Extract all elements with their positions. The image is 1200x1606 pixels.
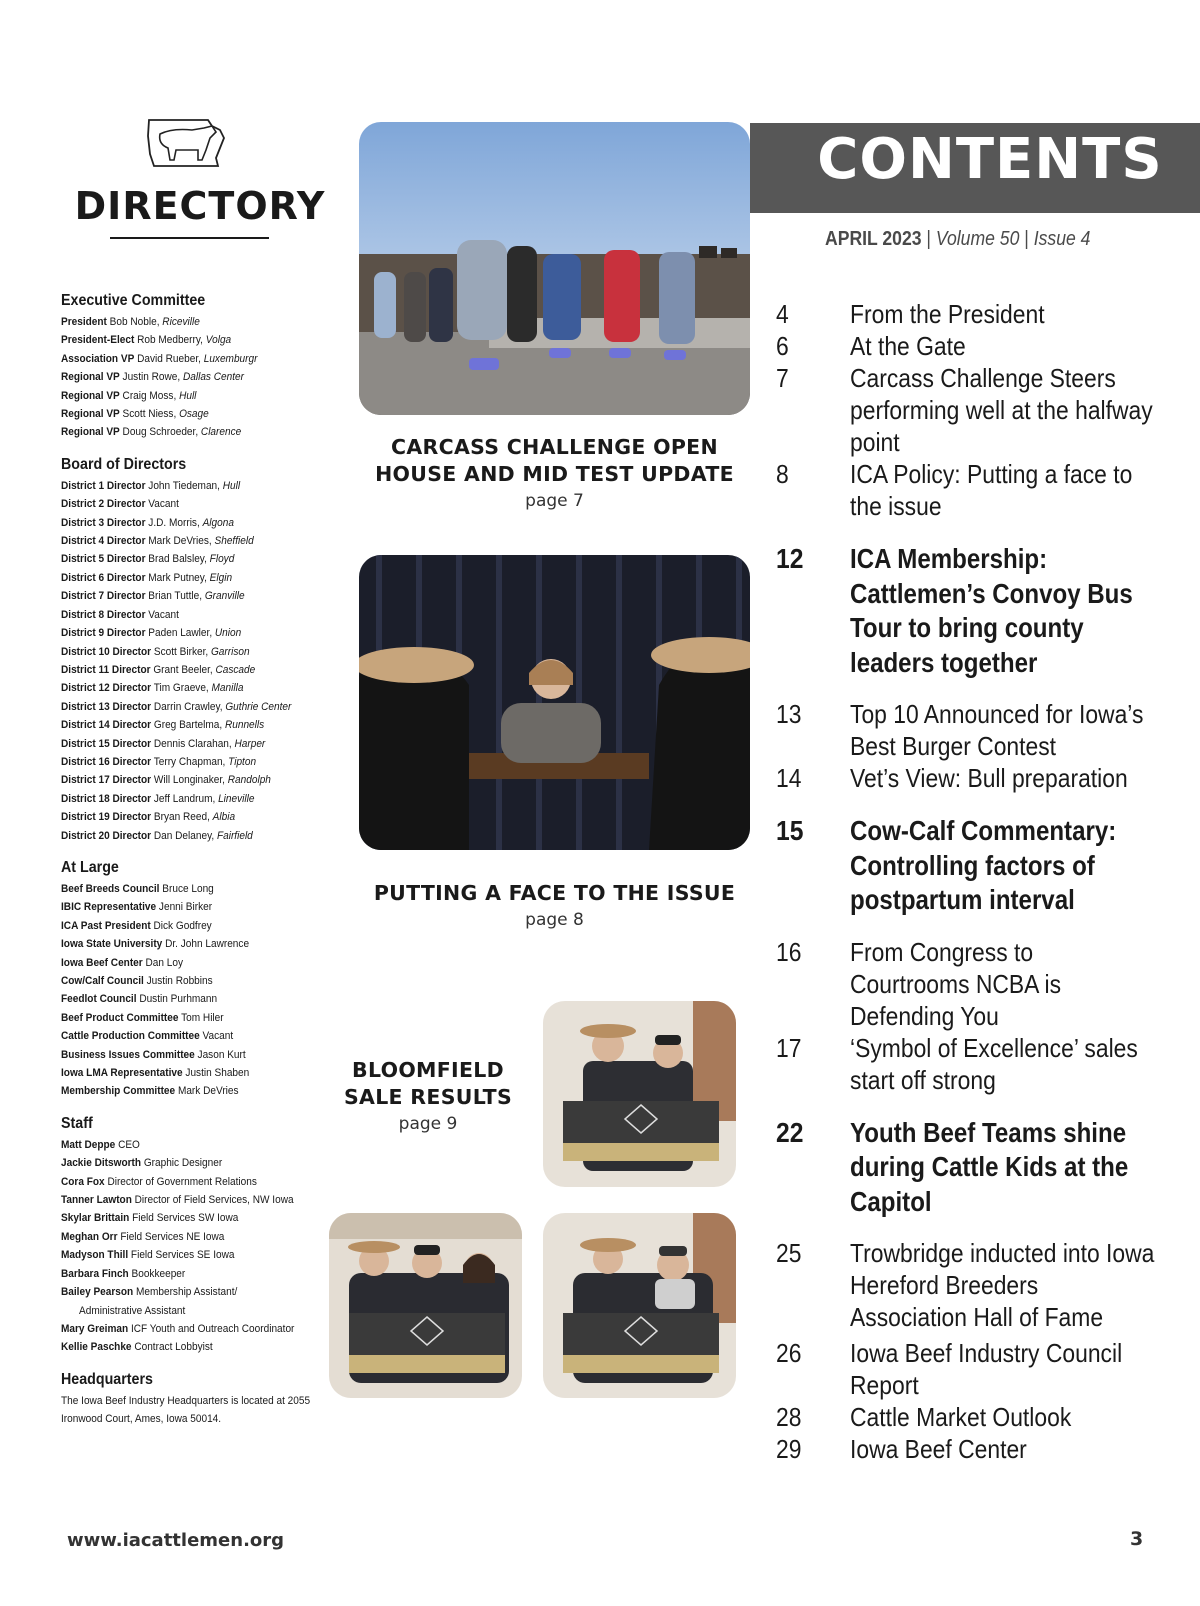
bloomfield-winners-photo-3: [543, 1213, 736, 1398]
entry-role: District 11 Director: [61, 663, 151, 676]
item-title: At the Gate: [850, 331, 966, 361]
directory-entry: [61, 532, 322, 550]
issue-separator: |: [921, 228, 936, 250]
item-title: Cattle Market Outlook: [850, 1402, 1072, 1432]
directory-entry: [61, 1136, 322, 1154]
entry-role: Barbara Finch: [61, 1267, 129, 1280]
issue-month: APRIL 2023: [825, 228, 922, 250]
entry-role: Mary Greiman: [61, 1322, 129, 1335]
entry-role: Jackie Ditsworth: [61, 1157, 142, 1170]
entry-role: President: [61, 316, 107, 328]
item-page-number: 7: [776, 363, 789, 393]
entry-name: Justin Rowe,: [122, 371, 181, 384]
entry-name: Vacant: [202, 1030, 234, 1043]
item-page-number: 14: [776, 763, 802, 793]
directory-entry: [61, 624, 322, 642]
entry-role: Regional VP: [61, 371, 120, 384]
item-page-number: 28: [776, 1402, 802, 1432]
item-page-number: 29: [776, 1434, 802, 1464]
directory-entry: [61, 550, 322, 568]
directory-entry: [61, 716, 322, 734]
entry-role: Regional VP: [61, 389, 120, 402]
entry-town: Lineville: [218, 792, 255, 805]
contents-item[interactable]: [776, 1116, 1196, 1220]
entry-role: Regional VP: [61, 408, 120, 421]
entry-role: Feedlot Council: [61, 993, 137, 1006]
directory-divider: [110, 237, 269, 239]
directory-entry: [61, 954, 322, 972]
directory-entry: [61, 368, 322, 386]
entry-role: Regional VP: [61, 426, 120, 439]
entry-name: Field Services SE Iowa: [130, 1249, 235, 1262]
entry-role: Tanner Lawton: [61, 1194, 132, 1207]
entry-role: District 2 Director: [61, 498, 146, 511]
entry-name: Doug Schroeder,: [122, 426, 199, 439]
item-page-number: 15: [776, 815, 804, 846]
item-title: From the President: [850, 299, 1045, 329]
entry-name: Tim Graeve,: [153, 682, 209, 695]
entry-role: Meghan Orr: [61, 1230, 118, 1243]
section-heading: Staff: [61, 1114, 93, 1132]
entry-role: Matt Deppe: [61, 1138, 116, 1151]
directory-entry: [61, 935, 322, 953]
directory-entry: [61, 1246, 322, 1264]
entry-town: Manilla: [211, 682, 244, 695]
issue-separator: |: [1019, 228, 1034, 250]
entry-role: Kellie Paschke: [61, 1341, 132, 1354]
entry-name: Greg Bartelma,: [153, 719, 223, 732]
directory-entry: [61, 587, 322, 605]
entry-name: Bryan Reed,: [153, 811, 210, 824]
entry-name: Vacant: [148, 608, 179, 621]
entry-name: Mark DeVries: [177, 1085, 239, 1098]
directory-section: [61, 1115, 351, 1357]
entry-role: IBIC Representative: [61, 901, 157, 914]
directory-entry: [61, 514, 322, 532]
directory-entry: [61, 1338, 322, 1356]
entry-name: Graphic Designer: [143, 1157, 223, 1170]
entry-name: Rob Medberry,: [137, 334, 203, 347]
contents-item[interactable]: [776, 1032, 1196, 1096]
entry-town: Clarence: [200, 426, 242, 439]
item-title: From Congress to Courtrooms NCBA is Defending You: [850, 936, 1062, 1031]
entry-name: Dick Godfrey: [153, 919, 212, 932]
feature-title: CARCASS CHALLENGE OPEN HOUSE AND MID TEST UPDATE: [375, 435, 734, 486]
entry-name: Craig Moss,: [122, 389, 177, 402]
entry-town: Hull: [179, 389, 197, 402]
entry-role: District 19 Director: [61, 811, 152, 824]
feedlot-photo: [359, 122, 750, 415]
entry-name: David Rueber,: [137, 352, 201, 365]
directory-entry: [61, 477, 322, 495]
directory-entry: [61, 1209, 322, 1227]
item-title: ‘Symbol of Excellence’ sales start off strong: [850, 1032, 1138, 1095]
contents-list: [776, 298, 1196, 1465]
contents-item[interactable]: [776, 1401, 1196, 1433]
directory-entry: [61, 569, 322, 587]
entry-role: District 5 Director: [61, 553, 146, 566]
entry-town: Albia: [212, 811, 236, 824]
item-title: Carcass Challenge Steers performing well at the halfway point: [850, 363, 1153, 457]
directory-entry: [61, 735, 322, 753]
entry-town: Runnells: [224, 719, 265, 732]
issue-number: Issue 4: [1033, 228, 1091, 250]
entry-role: District 10 Director: [61, 645, 152, 658]
entry-name: Scott Niess,: [122, 408, 177, 421]
feature-page: page 9: [398, 1114, 458, 1134]
directory-section: [61, 456, 351, 845]
directory-entry: [61, 1302, 322, 1320]
item-title: Cow-Calf Commentary: Controlling factors of postpartum interval: [850, 815, 1117, 915]
directory-entry: [61, 1173, 322, 1191]
directory-entry: [61, 606, 322, 624]
directory-entry: [61, 753, 322, 771]
directory-entry: [61, 643, 322, 661]
entry-name: Field Services NE Iowa: [120, 1230, 225, 1243]
entry-name: Dr. John Lawrence: [165, 938, 250, 951]
entry-name: Justin Shaben: [185, 1067, 250, 1080]
item-page-number: 26: [776, 1338, 802, 1368]
entry-name: Administrative Assistant: [79, 1304, 186, 1317]
entry-name: J.D. Morris,: [148, 516, 200, 529]
entry-role: District 8 Director: [61, 608, 146, 621]
contents-item[interactable]: [776, 814, 1196, 918]
directory-entry: [61, 1064, 322, 1082]
entry-name: Membership Assistant/: [136, 1286, 238, 1299]
headquarters-address: The Iowa Beef Industry Headquarters is located at 2055 Ironwood Court, Ames, Iowa 50014.: [61, 1394, 311, 1425]
contents-item[interactable]: [776, 1337, 1196, 1401]
directory-list: [61, 292, 351, 1442]
entry-name: Grant Beeler,: [153, 663, 213, 676]
entry-town: Sheffield: [214, 535, 254, 548]
directory-entry: [61, 880, 322, 898]
directory-entry: [61, 898, 322, 916]
entry-role: Membership Committee: [61, 1085, 176, 1098]
item-title: ICA Membership: Cattlemen’s Convoy Bus Tour to bring county leaders together: [850, 543, 1133, 678]
directory-entry: [61, 917, 322, 935]
entry-name: Director of Government Relations: [107, 1175, 257, 1188]
entry-role: District 9 Director: [61, 627, 146, 640]
entry-role: District 14 Director: [61, 719, 152, 732]
entry-name: ICF Youth and Outreach Coordinator: [130, 1322, 295, 1335]
directory-entry: [61, 972, 322, 990]
entry-role: District 7 Director: [61, 590, 146, 603]
entry-name: Dennis Clarahan,: [153, 737, 232, 750]
item-page-number: 8: [776, 459, 789, 489]
contents-item[interactable]: [776, 330, 1196, 362]
entry-town: Randolph: [227, 774, 271, 787]
entry-role: President-Elect: [61, 334, 135, 347]
entry-role: Cattle Production Committee: [61, 1030, 200, 1043]
contents-item[interactable]: [776, 936, 1196, 1032]
entry-name: Terry Chapman,: [153, 755, 226, 768]
entry-name: Director of Field Services, NW Iowa: [134, 1194, 294, 1207]
contents-item[interactable]: [776, 298, 1196, 330]
entry-role: District 18 Director: [61, 792, 152, 805]
contents-title: CONTENTS: [817, 127, 1163, 192]
headquarters-section: [61, 1371, 351, 1428]
contents-item[interactable]: [776, 362, 1196, 458]
entry-name: Dan Delaney,: [153, 829, 215, 842]
directory-entry: [61, 679, 322, 697]
iowa-cow-logo: [146, 114, 228, 170]
contents-item[interactable]: [776, 542, 1196, 680]
entry-role: District 17 Director: [61, 774, 152, 787]
entry-name: Bob Noble,: [109, 316, 160, 328]
entry-role: Association VP: [61, 352, 135, 365]
directory-entry: [61, 423, 322, 441]
entry-name: Dan Loy: [145, 956, 184, 969]
item-page-number: 17: [776, 1032, 802, 1063]
directory-section: [61, 292, 351, 442]
entry-town: Cascade: [215, 663, 256, 676]
entry-role: Business Issues Committee: [61, 1048, 195, 1061]
entry-role: Cora Fox: [61, 1175, 105, 1188]
directory-entry: [61, 387, 322, 405]
contents-item[interactable]: [776, 698, 1196, 762]
contents-item[interactable]: [776, 1237, 1196, 1333]
entry-role: District 6 Director: [61, 571, 146, 584]
section-heading: Headquarters: [61, 1370, 153, 1388]
entry-name: Justin Robbins: [146, 975, 213, 987]
entry-name: Mark Putney,: [148, 571, 207, 584]
entry-role: District 15 Director: [61, 737, 152, 750]
directory-entry: [61, 313, 322, 331]
directory-entry: [61, 1191, 322, 1209]
entry-role: Iowa Beef Center: [61, 956, 143, 969]
entry-role: District 13 Director: [61, 700, 152, 713]
bloomfield-winners-photo-1: [543, 1001, 736, 1187]
entry-name: Contract Lobbyist: [134, 1341, 213, 1354]
entry-name: Jason Kurt: [197, 1048, 246, 1061]
entry-name: Jeff Landrum,: [153, 792, 216, 805]
entry-name: Dustin Purhmann: [139, 993, 218, 1006]
bloomfield-winners-photo-2: [329, 1213, 522, 1398]
entry-name: Will Longinaker,: [153, 774, 225, 787]
directory-entry: [61, 405, 322, 423]
entry-name: Darrin Crawley,: [153, 700, 223, 713]
item-title: Vet’s View: Bull preparation: [850, 763, 1128, 793]
directory-entry: [61, 1283, 322, 1301]
website-url[interactable]: www.iacattlemen.org: [67, 1530, 285, 1551]
governor-meeting-photo: [359, 555, 750, 850]
entry-name: CEO: [118, 1138, 140, 1151]
item-page-number: 16: [776, 936, 802, 967]
entry-name: Brian Tuttle,: [148, 590, 203, 603]
feature-bloomfield-sale[interactable]: [330, 1057, 526, 1137]
directory-entry: [61, 1027, 322, 1045]
page-number: 3: [1130, 1528, 1144, 1550]
entry-role: Beef Product Committee: [61, 1011, 179, 1024]
section-heading: Board of Directors: [61, 455, 187, 473]
contents-item[interactable]: [776, 1433, 1196, 1465]
entry-name: John Tiedeman,: [148, 479, 220, 492]
entry-town: Elgin: [209, 571, 233, 584]
directory-entry: [61, 1320, 322, 1338]
entry-role: District 3 Director: [61, 516, 146, 529]
entry-name: Jenni Birker: [158, 901, 213, 914]
item-page-number: 13: [776, 699, 802, 729]
item-page-number: 4: [776, 299, 789, 329]
issue-volume: Volume 50: [935, 228, 1020, 250]
entry-role: District 4 Director: [61, 535, 146, 548]
entry-role: Iowa LMA Representative: [61, 1067, 183, 1080]
entry-name: Scott Birker,: [153, 645, 209, 658]
entry-name: Tom Hiler: [181, 1011, 224, 1024]
directory-entry: [61, 808, 322, 826]
issue-info: [825, 228, 1090, 251]
directory-entry: [61, 1154, 322, 1172]
entry-role: Bailey Pearson: [61, 1286, 134, 1299]
directory-entry: [61, 1265, 322, 1283]
contents-item[interactable]: [776, 762, 1196, 794]
directory-entry: [61, 1009, 322, 1027]
directory-title: DIRECTORY: [74, 184, 326, 228]
directory-entry: [61, 1228, 322, 1246]
directory-entry: [61, 1046, 322, 1064]
entry-town: Union: [214, 627, 242, 640]
entry-role: Iowa State University: [61, 938, 163, 951]
item-page-number: 25: [776, 1238, 802, 1268]
directory-entry: [61, 827, 322, 845]
entry-town: Garrison: [210, 645, 250, 658]
feature-page: page 7: [525, 491, 584, 511]
directory-entry: [61, 990, 322, 1008]
entry-town: Luxemburgr: [203, 352, 258, 365]
entry-town: Dallas Center: [182, 371, 244, 384]
entry-name: Bookkeeper: [131, 1267, 186, 1280]
directory-entry: [61, 331, 322, 349]
item-title: Iowa Beef Center: [850, 1434, 1027, 1464]
item-title: Trowbridge inducted into Iowa Hereford Breeders Association Hall of Fame: [850, 1238, 1155, 1332]
feature-title: PUTTING A FACE TO THE ISSUE: [373, 881, 736, 905]
entry-town: Granville: [204, 590, 245, 603]
entry-name: Brad Balsley,: [148, 553, 207, 566]
item-title: Top 10 Announced for Iowa’s Best Burger Contest: [850, 699, 1144, 761]
directory-entry: [61, 661, 322, 679]
feature-title: BLOOMFIELD SALE RESULTS: [343, 1058, 513, 1109]
entry-name: Mark DeVries,: [148, 535, 212, 548]
directory-section: [61, 859, 351, 1101]
entry-role: Beef Breeds Council: [61, 882, 160, 895]
directory-entry: [61, 790, 322, 808]
entry-role: District 20 Director: [61, 829, 152, 842]
entry-role: Madyson Thill: [61, 1249, 129, 1262]
contents-item[interactable]: [776, 458, 1196, 522]
entry-town: Guthrie Center: [225, 700, 292, 713]
item-title: Youth Beef Teams shine during Cattle Kids at the Capitol: [850, 1116, 1129, 1217]
entry-name: Paden Lawler,: [148, 627, 213, 640]
entry-town: Volga: [205, 334, 232, 347]
section-heading: At Large: [61, 858, 119, 876]
entry-town: Osage: [179, 408, 209, 421]
directory-entry: [61, 1082, 322, 1100]
entry-town: Riceville: [162, 316, 200, 328]
entry-name: Field Services SW Iowa: [132, 1212, 239, 1225]
feature-page: page 8: [525, 910, 584, 930]
entry-town: Tipton: [228, 755, 257, 768]
entry-role: District 1 Director: [61, 479, 146, 492]
entry-role: Skylar Brittain: [61, 1212, 130, 1225]
item-title: Iowa Beef Industry Council Report: [850, 1338, 1123, 1400]
entry-town: Harper: [234, 737, 266, 750]
entry-role: ICA Past President: [61, 919, 151, 932]
directory-entry: [61, 350, 322, 368]
item-page-number: 12: [776, 543, 804, 574]
section-heading: Executive Committee: [61, 292, 206, 309]
entry-town: Hull: [222, 479, 241, 492]
feature-carcass-challenge[interactable]: [359, 434, 750, 514]
item-page-number: 22: [776, 1116, 804, 1148]
entry-role: Cow/Calf Council: [61, 975, 144, 987]
entry-town: Fairfield: [216, 829, 253, 842]
directory-entry: [61, 698, 322, 716]
item-page-number: 6: [776, 331, 789, 361]
entry-role: District 12 Director: [61, 682, 152, 695]
item-title: ICA Policy: Putting a face to the issue: [850, 459, 1133, 521]
entry-name: Vacant: [148, 498, 179, 511]
entry-name: Bruce Long: [162, 882, 214, 895]
directory-entry: [61, 771, 322, 789]
entry-town: Algona: [202, 516, 234, 529]
entry-town: Floyd: [209, 553, 235, 566]
directory-entry: [61, 495, 322, 513]
entry-role: District 16 Director: [61, 755, 152, 768]
feature-putting-a-face[interactable]: [359, 880, 750, 933]
